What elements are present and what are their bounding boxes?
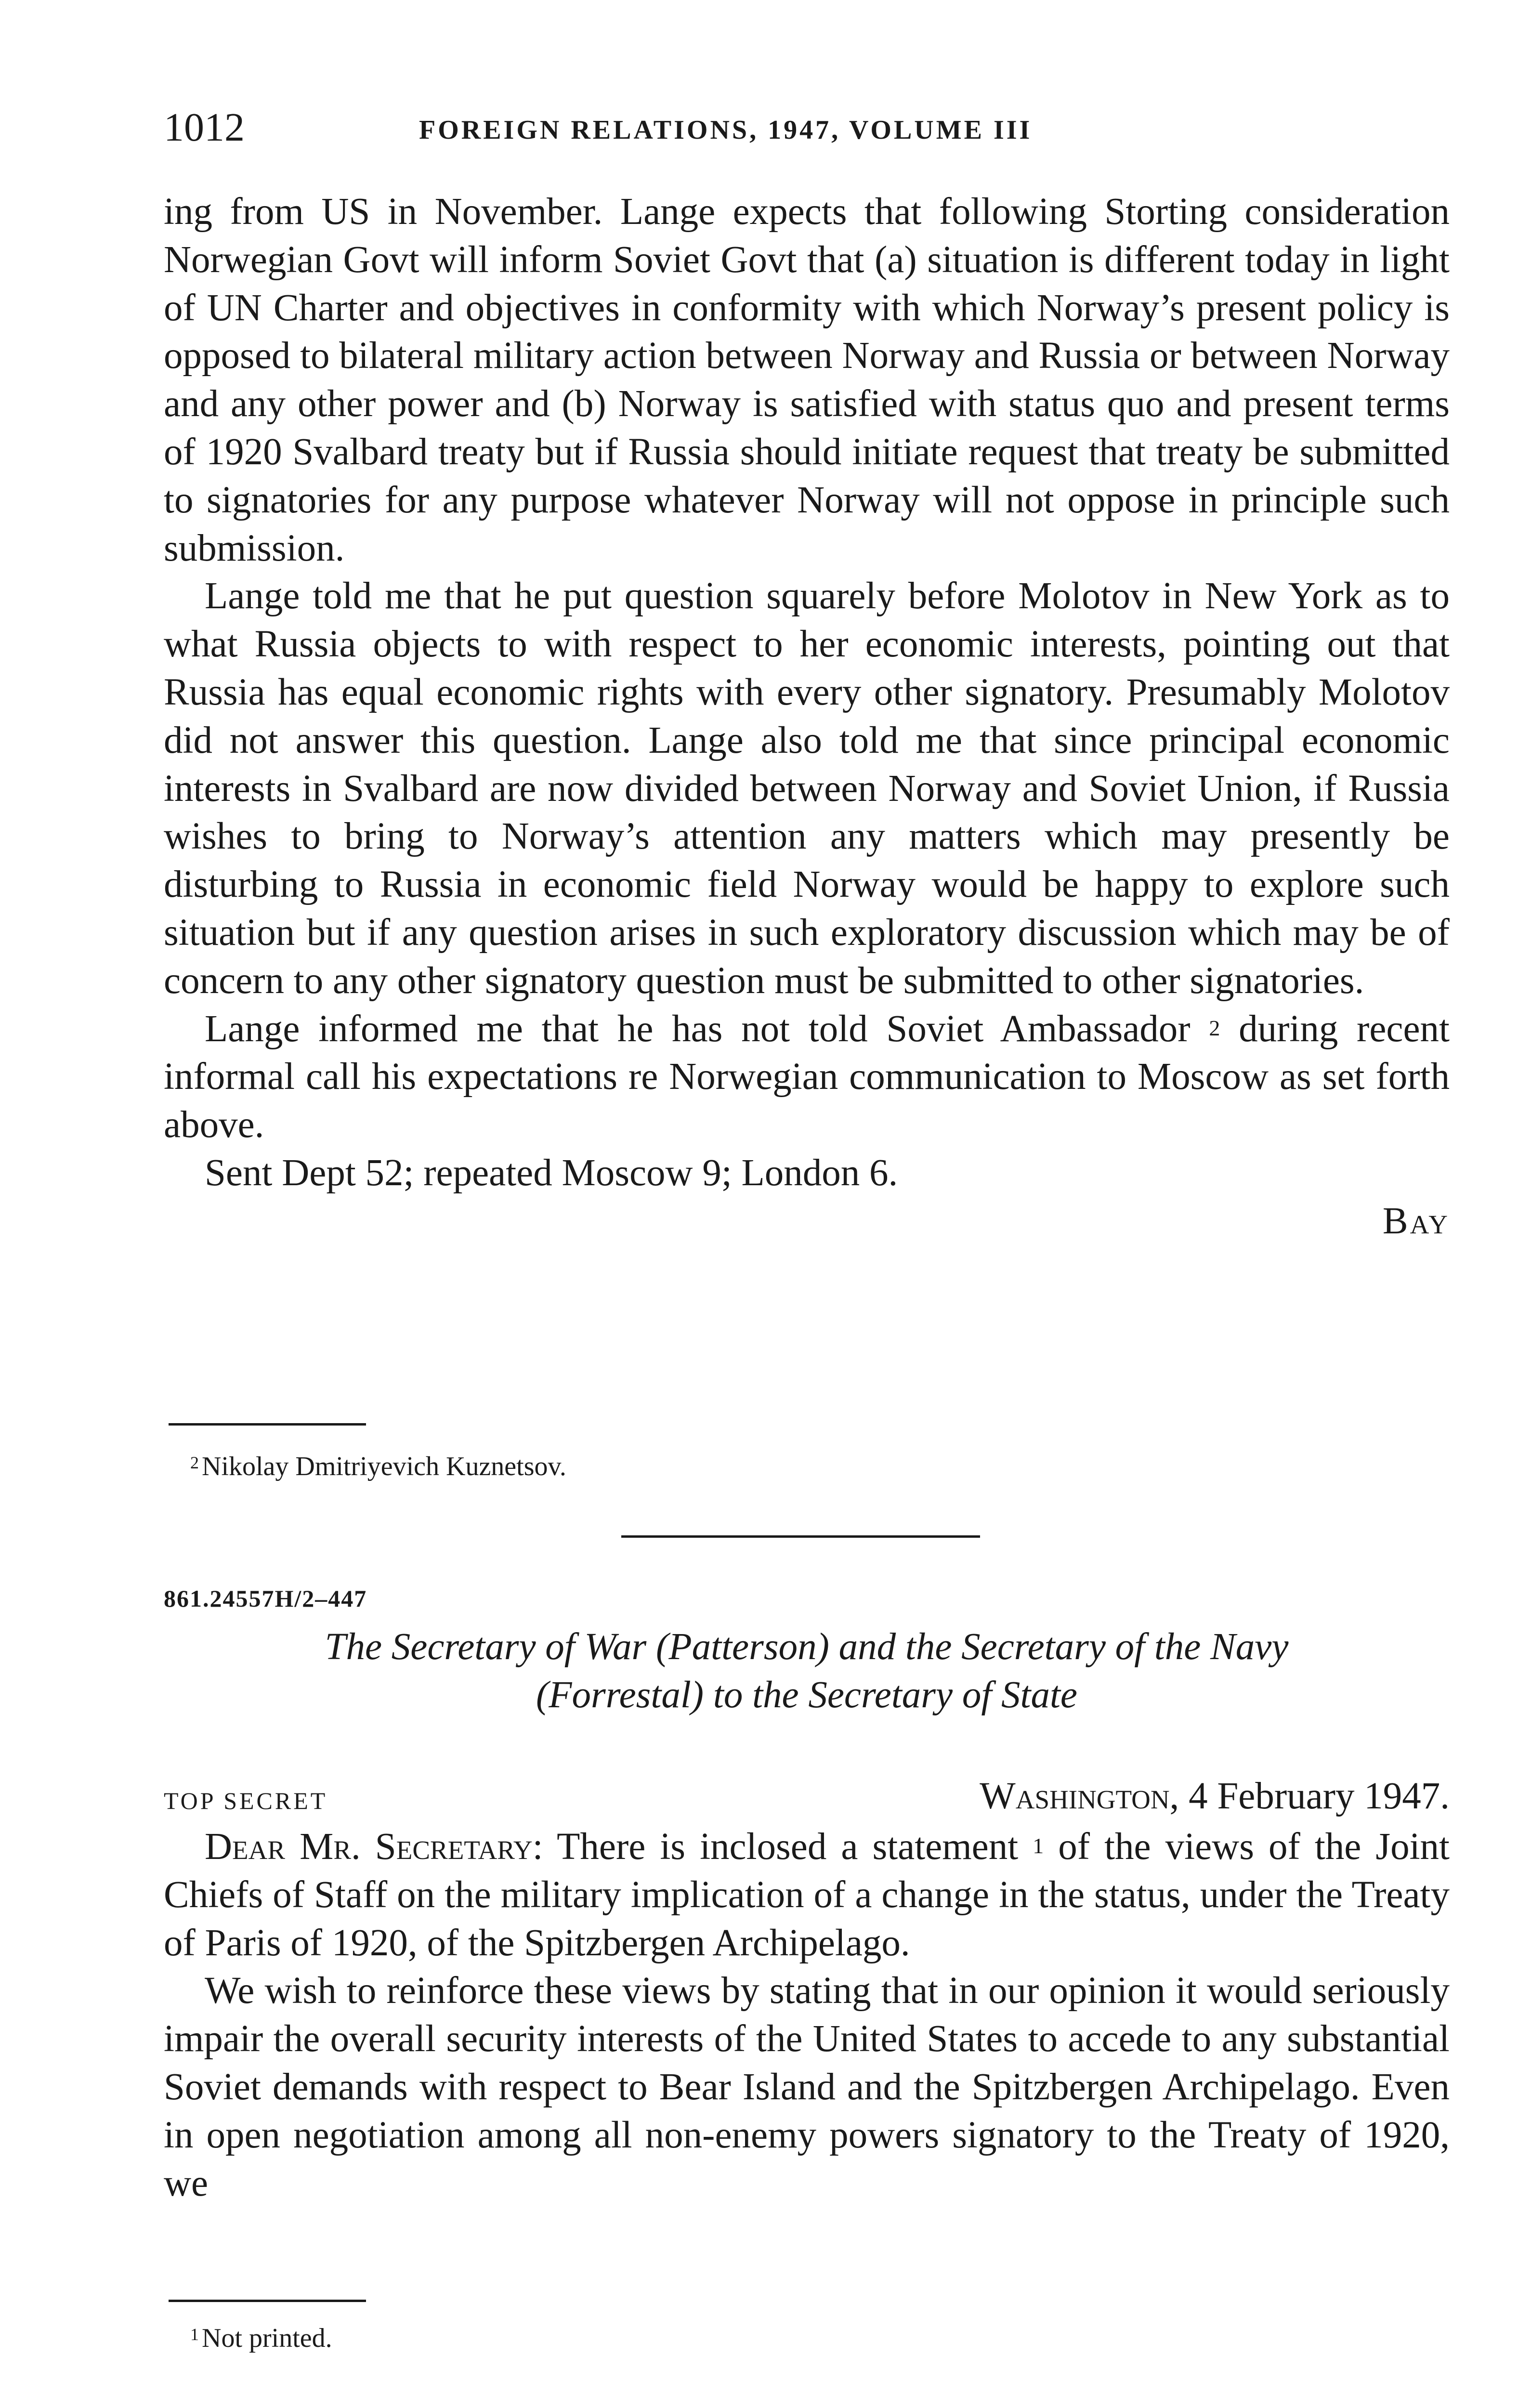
salutation: Dear Mr. Secretary: [205,1826,543,1868]
file-number: 861.24557H/2–447 [164,1585,367,1612]
footnote-marker: 1 [190,2325,199,2344]
dateline [980,1772,1450,1820]
footnote-rule [169,1423,366,1426]
telegram-paragraph: Sent Dept 52; repeated Moscow 9; London 6. [205,1152,898,1194]
letter-text: There is inclosed a statement [557,1826,1019,1868]
page-header [164,101,1450,154]
dateline-date: 4 February 1947. [1189,1775,1450,1817]
running-head: FOREIGN RELATIONS, 1947, VOLUME III [419,115,1033,145]
footnote-rule [169,2300,366,2302]
dateline-place: Washington, [980,1775,1179,1817]
signature: Bay [1382,1200,1450,1242]
title-line: (Forrestal) to the Secretary of State [536,1674,1077,1716]
footnote-marker: 2 [190,1453,199,1472]
classification: TOP SECRET [164,1787,328,1814]
footnote [190,1450,566,1483]
footnote-marker: 2 [1209,1015,1220,1040]
footnote-text: Not printed. [202,2323,332,2353]
letter-text: of the views of the Joint Chiefs of Staff on the military implication of a change in the status, under the Treaty of Paris of 1920, of the Spitzbergen Archipelago. [164,1826,1450,1964]
telegram-text: during recent informal call his expectations re Norwegian communication to Moscow as set forth above. [164,1008,1450,1146]
page-number: 1012 [164,105,245,150]
telegram-body [164,188,1450,1245]
letter-paragraph [164,1823,1450,1967]
document-title [164,1623,1450,1719]
footnote-marker: 1 [1033,1833,1044,1858]
letter-paragraph: We wish to reinforce these views by stating that in our opinion it would seriously impair the overall security interests of the United States to accede to any substantial Soviet demands with respect to Bear Island and the Spitzbergen Archipelago. Even in open negotiation among all non-enemy powers signatory to the Treaty of 1920, we [164,1970,1450,2204]
telegram-paragraph: Lange told me that he put question squarely before Molotov in New York as to what Russia objects to with respect to her economic interests, pointing out that Russia has equal economic rights with every other signatory. Presumably Molotov did not answer this question. Lange also told me that since principal economic interests in Svalbard are now divided between Norway and Soviet Union, if Russia wishes to bring to Norway’s attention any matters which may presently be disturbing to Russia in economic field Norway would be happy to explore such situation but if any question arises in such exploratory discussion which may be of concern to any other signatory question must be submitted to other signatories. [164,575,1450,1002]
section-divider [621,1535,980,1538]
title-line: The Secretary of War (Patterson) and the Secretary of the Navy [325,1626,1289,1668]
telegram-text: Lange informed me that he has not told Soviet Ambassador [205,1008,1191,1050]
telegram-paragraph: ing from US in November. Lange expects that following Storting consideration Norwegian Govt will inform Soviet Govt that (a) situation is different today in light of UN Charter and objectives in conformity with which Norway’s present policy is opposed to bilateral military action between Norway and Russia or between Norway and any other power and (b) Norway is satisfied with status quo and present terms of 1920 Svalbard treaty but if Russia should initiate request that treaty be submitted to signatories for any purpose whatever Norway will not oppose in principle such submission. [164,191,1450,569]
letter-body [164,1823,1450,2207]
footnote [190,2321,332,2355]
telegram-paragraph [164,1005,1450,1149]
footnote-text: Nikolay Dmitriyevich Kuznetsov. [202,1452,566,1481]
